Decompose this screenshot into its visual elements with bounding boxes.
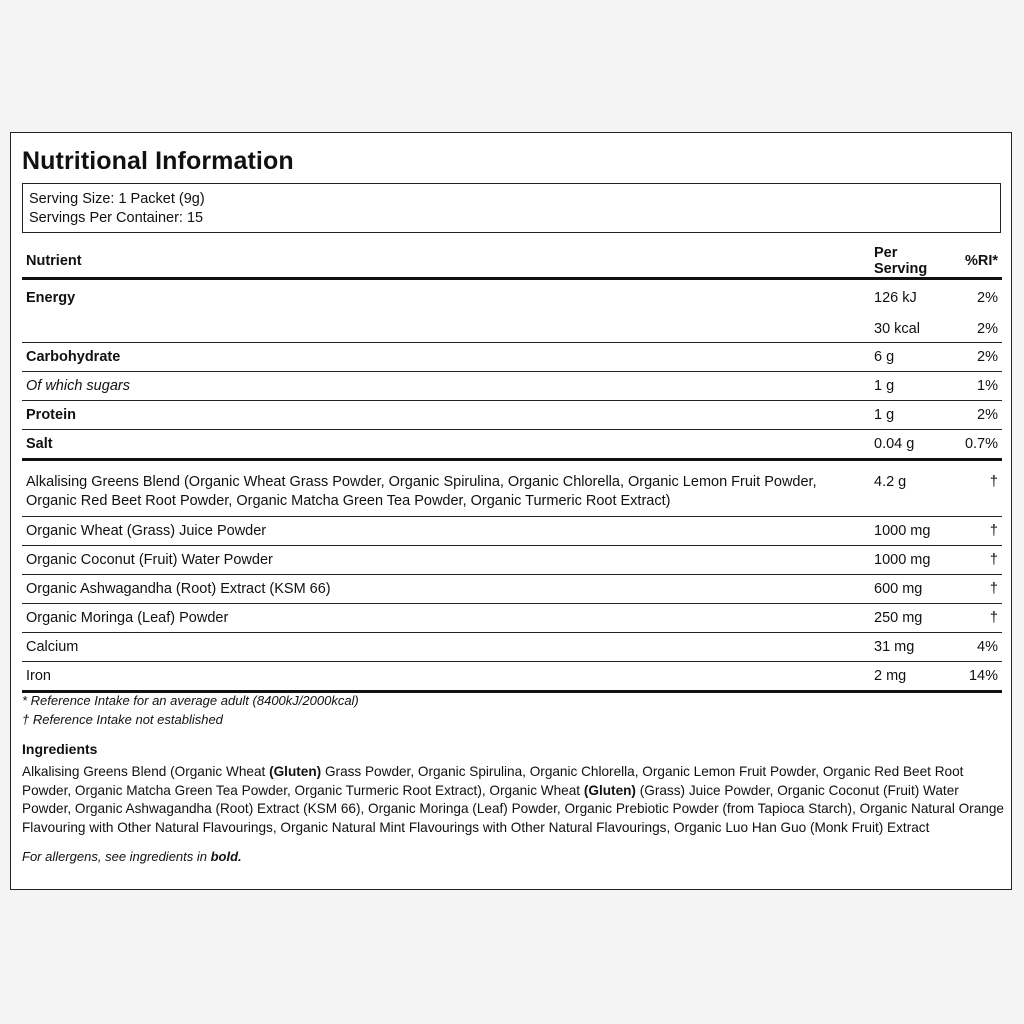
footnotes — [22, 691, 359, 729]
table-row — [22, 517, 1002, 546]
serving-size: Serving Size: 1 Packet (9g) — [29, 191, 205, 207]
allergen-note-bold: bold. — [210, 849, 242, 864]
not-established-footnote: † Reference Intake not established — [22, 712, 223, 727]
nutrient-label: Organic Ashwagandha (Root) Extract (KSM 66) — [22, 575, 870, 604]
nutrient-value: 0.04 g — [870, 430, 958, 460]
table-row-carbohydrate — [22, 343, 1002, 372]
ingredients-text — [22, 763, 1007, 837]
nutrient-label: Calcium — [22, 633, 870, 662]
table-row-sugars — [22, 372, 1002, 401]
ingredients-part: Grass Powder, Organic Spirulina, Organic Chlorella, Organic Lemon Fruit Powder, Organic Red Beet Root Powder, Organic Matcha Green Tea Powder, Organic Turmeric Root Extract), Organic Wheat — [22, 764, 964, 798]
nutrient-label: Organic Wheat (Grass) Juice Powder — [22, 517, 870, 546]
nutrient-value: 600 mg — [870, 575, 958, 604]
allergen-highlight: (Gluten) — [583, 782, 636, 798]
table-row — [22, 604, 1002, 633]
ingredients-part: Alkalising Greens Blend (Organic Wheat — [22, 764, 270, 779]
nutrient-value: 6 g — [870, 343, 958, 372]
ingredients-heading: Ingredients — [22, 741, 98, 757]
nutrient-label: Energy — [26, 290, 76, 306]
header-nutrient: Nutrient — [22, 245, 870, 279]
ri-footnote: * Reference Intake for an average adult (8400kJ/2000kcal) — [22, 693, 359, 708]
table-row — [22, 575, 1002, 604]
nutrient-value: 126 kJ — [874, 290, 917, 306]
nutrient-ri: 1% — [958, 372, 1002, 401]
table-row-energy-kj — [22, 279, 1002, 317]
nutrient-value: 2 mg — [870, 662, 958, 692]
nutrient-value: 250 mg — [870, 604, 958, 633]
header-ri: %RI* — [958, 245, 1002, 279]
nutrient-label: Salt — [22, 430, 870, 460]
nutrition-table — [22, 245, 1002, 693]
nutrient-ri: † — [958, 460, 1002, 517]
nutrient-ri: 0.7% — [958, 430, 1002, 460]
nutrient-value: 1 g — [870, 372, 958, 401]
nutrient-label: Of which sugars — [22, 372, 870, 401]
allergen-highlight: (Gluten) — [269, 764, 322, 779]
nutrient-value: 30 kcal — [870, 316, 958, 343]
nutrient-value: 31 mg — [870, 633, 958, 662]
nutrient-ri: 4% — [958, 633, 1002, 662]
servings-per-container: Servings Per Container: 15 — [29, 210, 204, 226]
nutrition-panel — [10, 132, 1012, 890]
nutrient-value: 1000 mg — [870, 546, 958, 575]
nutrient-ri: 14% — [958, 662, 1002, 692]
nutrient-label: Iron — [22, 662, 870, 692]
nutrient-ri: 2% — [958, 401, 1002, 430]
nutrient-label: Protein — [22, 401, 870, 430]
nutrient-ri: † — [958, 517, 1002, 546]
table-row-greens-blend — [22, 460, 1002, 517]
table-header-row — [22, 245, 1002, 279]
allergen-note-text: For allergens, see ingredients in — [22, 849, 211, 864]
nutrient-label: Alkalising Greens Blend (Organic Wheat Grass Powder, Organic Spirulina, Organic Chlorella, Organic Lemon Fruit Powder, Organic Red Beet Root Powder, Organic Matcha Green Tea Powder, Organic Turmeric Root Extract) — [22, 460, 870, 517]
nutrient-ri: 2% — [958, 343, 1002, 372]
nutrient-ri: † — [958, 575, 1002, 604]
table-row — [22, 546, 1002, 575]
nutrient-label: Organic Coconut (Fruit) Water Powder — [22, 546, 870, 575]
nutrient-value: 4.2 g — [870, 460, 958, 517]
serving-info-box — [22, 183, 1001, 233]
nutrient-value: 1 g — [870, 401, 958, 430]
table-row-protein — [22, 401, 1002, 430]
table-row-energy-kcal — [22, 316, 1002, 343]
header-per-serving: Per Serving — [870, 245, 958, 279]
table-row — [22, 633, 1002, 662]
allergen-note — [22, 849, 242, 864]
page-title: Nutritional Information — [22, 147, 294, 175]
nutrient-ri: 2% — [977, 290, 998, 306]
nutrient-label: Organic Moringa (Leaf) Powder — [22, 604, 870, 633]
nutrient-ri: † — [958, 604, 1002, 633]
table-row — [22, 662, 1002, 692]
table-row-salt — [22, 430, 1002, 460]
nutrient-ri: 2% — [958, 316, 1002, 343]
nutrient-value: 1000 mg — [870, 517, 958, 546]
ingredients-part: (Grass) Juice Powder, Organic Coconut (Fruit) Water Powder, Organic Ashwagandha (Root) Extract (KSM 66), Organic Moringa (Leaf) Powder, Organic Prebiotic Powder (from Tapioca Starch), Organic Natural Orange Flavouring with Other Natural Flavourings, Organic Natural Mint Flavourings with Other Natural Flavourings, Organic Luo Han Guo (Monk Fruit) Extract — [22, 782, 1004, 835]
nutrient-label: Carbohydrate — [22, 343, 870, 372]
nutrient-ri: † — [958, 546, 1002, 575]
